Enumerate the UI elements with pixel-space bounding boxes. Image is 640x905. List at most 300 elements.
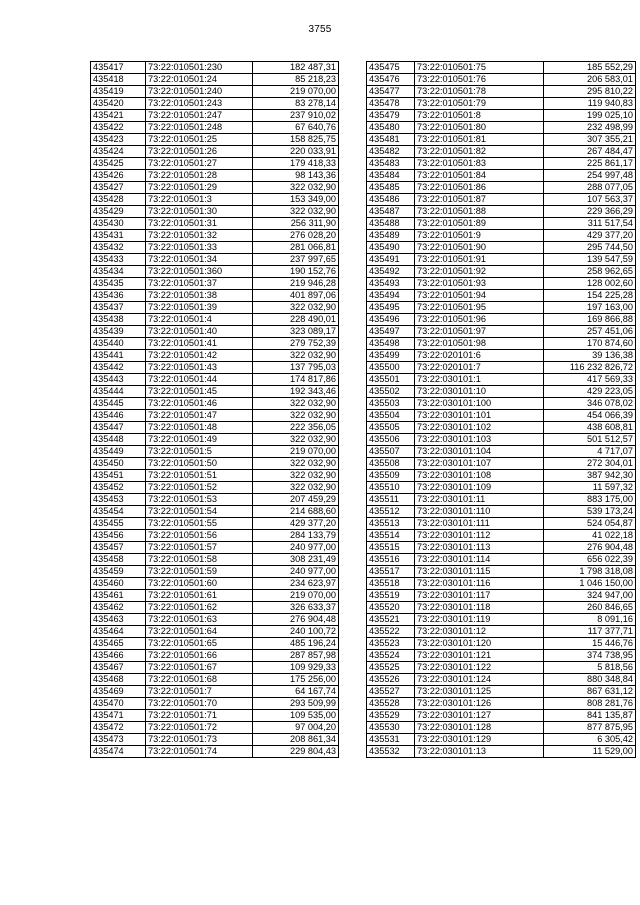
value-cell: 276 028,20 bbox=[253, 230, 339, 242]
value-cell: 295 810,22 bbox=[544, 86, 636, 98]
cadastral-number-cell: 73:22:030101:114 bbox=[415, 554, 544, 566]
value-cell: 67 640,76 bbox=[253, 122, 339, 134]
cadastral-number-cell: 73:22:010501:248 bbox=[146, 122, 253, 134]
value-cell: 219 070,00 bbox=[253, 86, 339, 98]
table-row bbox=[367, 146, 636, 158]
row-id-cell: 435494 bbox=[367, 290, 415, 302]
table-row bbox=[91, 614, 339, 626]
table-row bbox=[367, 746, 636, 758]
value-cell: 322 032,90 bbox=[253, 182, 339, 194]
table-row bbox=[91, 506, 339, 518]
value-cell: 158 825,75 bbox=[253, 134, 339, 146]
table-row bbox=[91, 686, 339, 698]
cadastral-number-cell: 73:22:010501:59 bbox=[146, 566, 253, 578]
table-row bbox=[91, 638, 339, 650]
table-row bbox=[367, 350, 636, 362]
cadastral-number-cell: 73:22:010501:80 bbox=[415, 122, 544, 134]
cadastral-number-cell: 73:22:030101:107 bbox=[415, 458, 544, 470]
cadastral-number-cell: 73:22:010501:240 bbox=[146, 86, 253, 98]
value-cell: 179 418,33 bbox=[253, 158, 339, 170]
table-row bbox=[367, 638, 636, 650]
value-cell: 199 025,10 bbox=[544, 110, 636, 122]
row-id-cell: 435495 bbox=[367, 302, 415, 314]
row-id-cell: 435483 bbox=[367, 158, 415, 170]
value-cell: 524 054,87 bbox=[544, 518, 636, 530]
value-cell: 8 091,16 bbox=[544, 614, 636, 626]
row-id-cell: 435526 bbox=[367, 674, 415, 686]
row-id-cell: 435479 bbox=[367, 110, 415, 122]
row-id-cell: 435439 bbox=[91, 326, 146, 338]
cadastral-number-cell: 73:22:010501:27 bbox=[146, 158, 253, 170]
table-row bbox=[91, 554, 339, 566]
table-row bbox=[367, 566, 636, 578]
value-cell: 185 552,29 bbox=[544, 62, 636, 74]
table-row bbox=[367, 194, 636, 206]
value-cell: 276 904,48 bbox=[253, 614, 339, 626]
table-row bbox=[367, 662, 636, 674]
table-row bbox=[367, 494, 636, 506]
table-row bbox=[367, 374, 636, 386]
row-id-cell: 435523 bbox=[367, 638, 415, 650]
table-row bbox=[91, 338, 339, 350]
cadastral-number-cell: 73:22:030101:121 bbox=[415, 650, 544, 662]
table-row bbox=[91, 290, 339, 302]
cadastral-number-cell: 73:22:010501:52 bbox=[146, 482, 253, 494]
table-row bbox=[367, 518, 636, 530]
row-id-cell: 435429 bbox=[91, 206, 146, 218]
row-id-cell: 435480 bbox=[367, 122, 415, 134]
table-row bbox=[367, 602, 636, 614]
value-cell: 119 940,83 bbox=[544, 98, 636, 110]
row-id-cell: 435467 bbox=[91, 662, 146, 674]
cadastral-number-cell: 73:22:030101:12 bbox=[415, 626, 544, 638]
table-row bbox=[367, 86, 636, 98]
cadastral-number-cell: 73:22:010501:87 bbox=[415, 194, 544, 206]
row-id-cell: 435492 bbox=[367, 266, 415, 278]
table-row bbox=[367, 314, 636, 326]
cadastral-number-cell: 73:22:010501:88 bbox=[415, 206, 544, 218]
value-cell: 279 752,39 bbox=[253, 338, 339, 350]
cadastral-number-cell: 73:22:030101:10 bbox=[415, 386, 544, 398]
table-row bbox=[91, 422, 339, 434]
value-cell: 307 355,21 bbox=[544, 134, 636, 146]
cadastral-number-cell: 73:22:030101:13 bbox=[415, 746, 544, 758]
value-cell: 311 517,54 bbox=[544, 218, 636, 230]
row-id-cell: 435490 bbox=[367, 242, 415, 254]
row-id-cell: 435430 bbox=[91, 218, 146, 230]
table-row bbox=[367, 458, 636, 470]
value-cell: 220 033,91 bbox=[253, 146, 339, 158]
row-id-cell: 435506 bbox=[367, 434, 415, 446]
value-cell: 288 077,05 bbox=[544, 182, 636, 194]
value-cell: 240 977,00 bbox=[253, 566, 339, 578]
row-id-cell: 435437 bbox=[91, 302, 146, 314]
cadastral-number-cell: 73:22:010501:50 bbox=[146, 458, 253, 470]
row-id-cell: 435427 bbox=[91, 182, 146, 194]
row-id-cell: 435493 bbox=[367, 278, 415, 290]
cadastral-number-cell: 73:22:010501:46 bbox=[146, 398, 253, 410]
row-id-cell: 435461 bbox=[91, 590, 146, 602]
value-cell: 260 846,65 bbox=[544, 602, 636, 614]
table-row bbox=[91, 194, 339, 206]
table-row bbox=[367, 170, 636, 182]
value-cell: 322 032,90 bbox=[253, 434, 339, 446]
row-id-cell: 435522 bbox=[367, 626, 415, 638]
value-cell: 287 857,98 bbox=[253, 650, 339, 662]
row-id-cell: 435447 bbox=[91, 422, 146, 434]
table-row bbox=[367, 254, 636, 266]
row-id-cell: 435468 bbox=[91, 674, 146, 686]
cadastral-number-cell: 73:22:010501:39 bbox=[146, 302, 253, 314]
value-cell: 883 175,00 bbox=[544, 494, 636, 506]
value-cell: 656 022,39 bbox=[544, 554, 636, 566]
row-id-cell: 435521 bbox=[367, 614, 415, 626]
table-row bbox=[91, 722, 339, 734]
row-id-cell: 435469 bbox=[91, 686, 146, 698]
cadastral-number-cell: 73:22:030101:100 bbox=[415, 398, 544, 410]
cadastral-number-cell: 73:22:020101:6 bbox=[415, 350, 544, 362]
row-id-cell: 435500 bbox=[367, 362, 415, 374]
cadastral-number-cell: 73:22:010501:61 bbox=[146, 590, 253, 602]
cadastral-number-cell: 73:22:030101:117 bbox=[415, 590, 544, 602]
cadastral-number-cell: 73:22:030101:101 bbox=[415, 410, 544, 422]
table-row bbox=[91, 374, 339, 386]
table-row bbox=[91, 578, 339, 590]
cadastral-number-cell: 73:22:010501:76 bbox=[415, 74, 544, 86]
value-cell: 219 070,00 bbox=[253, 446, 339, 458]
cadastral-number-cell: 73:22:010501:42 bbox=[146, 350, 253, 362]
value-cell: 116 232 826,72 bbox=[544, 362, 636, 374]
row-id-cell: 435464 bbox=[91, 626, 146, 638]
table-row bbox=[367, 674, 636, 686]
cadastral-number-cell: 73:22:010501:26 bbox=[146, 146, 253, 158]
value-cell: 880 348,84 bbox=[544, 674, 636, 686]
cadastral-number-cell: 73:22:010501:48 bbox=[146, 422, 253, 434]
row-id-cell: 435484 bbox=[367, 170, 415, 182]
cadastral-number-cell: 73:22:010501:49 bbox=[146, 434, 253, 446]
row-id-cell: 435434 bbox=[91, 266, 146, 278]
row-id-cell: 435478 bbox=[367, 98, 415, 110]
cadastral-number-cell: 73:22:030101:129 bbox=[415, 734, 544, 746]
table-row bbox=[91, 278, 339, 290]
value-cell: 229 804,43 bbox=[253, 746, 339, 758]
cadastral-number-cell: 73:22:010501:8 bbox=[415, 110, 544, 122]
row-id-cell: 435457 bbox=[91, 542, 146, 554]
cadastral-number-cell: 73:22:010501:97 bbox=[415, 326, 544, 338]
cadastral-number-cell: 73:22:030101:128 bbox=[415, 722, 544, 734]
value-cell: 219 946,28 bbox=[253, 278, 339, 290]
value-cell: 206 583,01 bbox=[544, 74, 636, 86]
row-id-cell: 435487 bbox=[367, 206, 415, 218]
table-row bbox=[367, 422, 636, 434]
row-id-cell: 435466 bbox=[91, 650, 146, 662]
row-id-cell: 435436 bbox=[91, 290, 146, 302]
row-id-cell: 435496 bbox=[367, 314, 415, 326]
table-row bbox=[91, 362, 339, 374]
row-id-cell: 435459 bbox=[91, 566, 146, 578]
row-id-cell: 435531 bbox=[367, 734, 415, 746]
row-id-cell: 435435 bbox=[91, 278, 146, 290]
table-row bbox=[91, 398, 339, 410]
cadastral-number-cell: 73:22:030101:120 bbox=[415, 638, 544, 650]
table-row bbox=[367, 122, 636, 134]
cadastral-number-cell: 73:22:010501:89 bbox=[415, 218, 544, 230]
row-id-cell: 435502 bbox=[367, 386, 415, 398]
cadastral-number-cell: 73:22:010501:44 bbox=[146, 374, 253, 386]
table-row bbox=[367, 338, 636, 350]
cadastral-number-cell: 73:22:010501:93 bbox=[415, 278, 544, 290]
row-id-cell: 435503 bbox=[367, 398, 415, 410]
value-cell: 15 446,76 bbox=[544, 638, 636, 650]
value-cell: 83 278,14 bbox=[253, 98, 339, 110]
value-cell: 877 875,95 bbox=[544, 722, 636, 734]
table-row bbox=[367, 482, 636, 494]
table-row bbox=[91, 350, 339, 362]
row-id-cell: 435504 bbox=[367, 410, 415, 422]
value-cell: 85 218,23 bbox=[253, 74, 339, 86]
row-id-cell: 435481 bbox=[367, 134, 415, 146]
cadastral-number-cell: 73:22:010501:7 bbox=[146, 686, 253, 698]
cadastral-number-cell: 73:22:010501:51 bbox=[146, 470, 253, 482]
value-cell: 322 032,90 bbox=[253, 350, 339, 362]
value-cell: 417 569,33 bbox=[544, 374, 636, 386]
page-number: 3755 bbox=[308, 24, 332, 35]
row-id-cell: 435424 bbox=[91, 146, 146, 158]
value-cell: 346 078,02 bbox=[544, 398, 636, 410]
row-id-cell: 435423 bbox=[91, 134, 146, 146]
row-id-cell: 435443 bbox=[91, 374, 146, 386]
value-cell: 322 032,90 bbox=[253, 206, 339, 218]
cadastral-number-cell: 73:22:010501:25 bbox=[146, 134, 253, 146]
cadastral-number-cell: 73:22:030101:125 bbox=[415, 686, 544, 698]
row-id-cell: 435517 bbox=[367, 566, 415, 578]
value-cell: 234 623,97 bbox=[253, 578, 339, 590]
cadastral-number-cell: 73:22:010501:96 bbox=[415, 314, 544, 326]
cadastral-number-cell: 73:22:010501:74 bbox=[146, 746, 253, 758]
cadastral-number-cell: 73:22:010501:55 bbox=[146, 518, 253, 530]
value-cell: 281 066,81 bbox=[253, 242, 339, 254]
cadastral-number-cell: 73:22:030101:110 bbox=[415, 506, 544, 518]
row-id-cell: 435450 bbox=[91, 458, 146, 470]
value-cell: 64 167,74 bbox=[253, 686, 339, 698]
cadastral-number-cell: 73:22:010501:54 bbox=[146, 506, 253, 518]
table-row bbox=[91, 182, 339, 194]
value-cell: 539 173,24 bbox=[544, 506, 636, 518]
row-id-cell: 435433 bbox=[91, 254, 146, 266]
row-id-cell: 435476 bbox=[367, 74, 415, 86]
value-cell: 237 997,65 bbox=[253, 254, 339, 266]
cadastral-number-cell: 73:22:010501:32 bbox=[146, 230, 253, 242]
cadastral-number-cell: 73:22:030101:102 bbox=[415, 422, 544, 434]
table-row bbox=[91, 518, 339, 530]
table-row bbox=[91, 230, 339, 242]
row-id-cell: 435426 bbox=[91, 170, 146, 182]
cadastral-number-cell: 73:22:010501:82 bbox=[415, 146, 544, 158]
table-row bbox=[91, 530, 339, 542]
cadastral-number-cell: 73:22:010501:53 bbox=[146, 494, 253, 506]
row-id-cell: 435425 bbox=[91, 158, 146, 170]
row-id-cell: 435460 bbox=[91, 578, 146, 590]
row-id-cell: 435520 bbox=[367, 602, 415, 614]
cadastral-number-cell: 73:22:030101:113 bbox=[415, 542, 544, 554]
cadastral-number-cell: 73:22:020101:7 bbox=[415, 362, 544, 374]
table-row bbox=[367, 434, 636, 446]
value-cell: 256 311,90 bbox=[253, 218, 339, 230]
cadastral-number-cell: 73:22:010501:68 bbox=[146, 674, 253, 686]
table-row bbox=[91, 482, 339, 494]
value-cell: 225 861,17 bbox=[544, 158, 636, 170]
row-id-cell: 435491 bbox=[367, 254, 415, 266]
value-cell: 222 356,05 bbox=[253, 422, 339, 434]
row-id-cell: 435438 bbox=[91, 314, 146, 326]
cadastral-number-cell: 73:22:010501:58 bbox=[146, 554, 253, 566]
row-id-cell: 435432 bbox=[91, 242, 146, 254]
row-id-cell: 435431 bbox=[91, 230, 146, 242]
cadastral-number-cell: 73:22:030101:108 bbox=[415, 470, 544, 482]
cadastral-number-cell: 73:22:030101:126 bbox=[415, 698, 544, 710]
cadastral-number-cell: 73:22:010501:38 bbox=[146, 290, 253, 302]
table-row bbox=[367, 362, 636, 374]
cadastral-number-cell: 73:22:010501:71 bbox=[146, 710, 253, 722]
table-row bbox=[367, 326, 636, 338]
value-cell: 11 529,00 bbox=[544, 746, 636, 758]
table-row bbox=[367, 470, 636, 482]
row-id-cell: 435417 bbox=[91, 62, 146, 74]
cadastral-number-cell: 73:22:010501:29 bbox=[146, 182, 253, 194]
row-id-cell: 435514 bbox=[367, 530, 415, 542]
value-cell: 6 305,42 bbox=[544, 734, 636, 746]
table-row bbox=[91, 242, 339, 254]
table-row bbox=[367, 110, 636, 122]
value-cell: 169 866,88 bbox=[544, 314, 636, 326]
table-row bbox=[367, 74, 636, 86]
cadastral-number-cell: 73:22:010501:90 bbox=[415, 242, 544, 254]
table-row bbox=[367, 530, 636, 542]
value-cell: 293 509,99 bbox=[253, 698, 339, 710]
cadastral-number-cell: 73:22:010501:63 bbox=[146, 614, 253, 626]
value-cell: 429 223,05 bbox=[544, 386, 636, 398]
row-id-cell: 435446 bbox=[91, 410, 146, 422]
cadastral-number-cell: 73:22:010501:243 bbox=[146, 98, 253, 110]
row-id-cell: 435501 bbox=[367, 374, 415, 386]
row-id-cell: 435441 bbox=[91, 350, 146, 362]
cadastral-number-cell: 73:22:010501:64 bbox=[146, 626, 253, 638]
cadastral-number-cell: 73:22:010501:79 bbox=[415, 98, 544, 110]
table-row bbox=[91, 458, 339, 470]
cadastral-number-cell: 73:22:010501:92 bbox=[415, 266, 544, 278]
value-cell: 109 929,33 bbox=[253, 662, 339, 674]
cadastral-number-cell: 73:22:030101:104 bbox=[415, 446, 544, 458]
value-cell: 258 962,65 bbox=[544, 266, 636, 278]
cadastral-number-cell: 73:22:010501:40 bbox=[146, 326, 253, 338]
cadastral-number-cell: 73:22:010501:57 bbox=[146, 542, 253, 554]
row-id-cell: 435511 bbox=[367, 494, 415, 506]
row-id-cell: 435532 bbox=[367, 746, 415, 758]
row-id-cell: 435488 bbox=[367, 218, 415, 230]
row-id-cell: 435463 bbox=[91, 614, 146, 626]
table-row bbox=[367, 506, 636, 518]
row-id-cell: 435470 bbox=[91, 698, 146, 710]
row-id-cell: 435455 bbox=[91, 518, 146, 530]
row-id-cell: 435474 bbox=[91, 746, 146, 758]
value-cell: 308 231,49 bbox=[253, 554, 339, 566]
row-id-cell: 435498 bbox=[367, 338, 415, 350]
cadastral-number-cell: 73:22:010501:62 bbox=[146, 602, 253, 614]
row-id-cell: 435518 bbox=[367, 578, 415, 590]
table-row bbox=[367, 218, 636, 230]
row-id-cell: 435529 bbox=[367, 710, 415, 722]
table-row bbox=[367, 278, 636, 290]
table-row bbox=[91, 494, 339, 506]
table-row bbox=[367, 242, 636, 254]
table-row bbox=[367, 158, 636, 170]
table-row bbox=[91, 74, 339, 86]
value-cell: 1 046 150,00 bbox=[544, 578, 636, 590]
table-row bbox=[367, 446, 636, 458]
row-id-cell: 435421 bbox=[91, 110, 146, 122]
table-row bbox=[367, 398, 636, 410]
cadastral-number-cell: 73:22:010501:3 bbox=[146, 194, 253, 206]
table-row bbox=[91, 206, 339, 218]
cadastral-number-cell: 73:22:030101:124 bbox=[415, 674, 544, 686]
cadastral-number-cell: 73:22:010501:45 bbox=[146, 386, 253, 398]
table-row bbox=[367, 626, 636, 638]
table-row bbox=[367, 698, 636, 710]
table-row bbox=[367, 590, 636, 602]
table-row bbox=[91, 62, 339, 74]
value-cell: 326 633,37 bbox=[253, 602, 339, 614]
row-id-cell: 435475 bbox=[367, 62, 415, 74]
table-row bbox=[91, 266, 339, 278]
table-row bbox=[91, 410, 339, 422]
value-cell: 137 795,03 bbox=[253, 362, 339, 374]
row-id-cell: 435473 bbox=[91, 734, 146, 746]
value-cell: 182 487,31 bbox=[253, 62, 339, 74]
cadastral-number-cell: 73:22:030101:122 bbox=[415, 662, 544, 674]
value-cell: 154 225,28 bbox=[544, 290, 636, 302]
value-cell: 322 032,90 bbox=[253, 458, 339, 470]
value-cell: 117 377,71 bbox=[544, 626, 636, 638]
row-id-cell: 435508 bbox=[367, 458, 415, 470]
value-cell: 295 744,50 bbox=[544, 242, 636, 254]
row-id-cell: 435497 bbox=[367, 326, 415, 338]
cadastral-number-cell: 73:22:010501:84 bbox=[415, 170, 544, 182]
registry-table-right bbox=[366, 61, 636, 758]
value-cell: 257 451,06 bbox=[544, 326, 636, 338]
table-row bbox=[91, 146, 339, 158]
table-row bbox=[367, 722, 636, 734]
value-cell: 128 002,60 bbox=[544, 278, 636, 290]
value-cell: 237 910,02 bbox=[253, 110, 339, 122]
value-cell: 254 997,48 bbox=[544, 170, 636, 182]
value-cell: 454 066,39 bbox=[544, 410, 636, 422]
row-id-cell: 435452 bbox=[91, 482, 146, 494]
value-cell: 867 631,12 bbox=[544, 686, 636, 698]
table-row bbox=[367, 686, 636, 698]
row-id-cell: 435449 bbox=[91, 446, 146, 458]
table-row bbox=[367, 710, 636, 722]
table-row bbox=[367, 734, 636, 746]
cadastral-number-cell: 73:22:010501:9 bbox=[415, 230, 544, 242]
table-row bbox=[367, 290, 636, 302]
table-row bbox=[367, 98, 636, 110]
table-row bbox=[91, 386, 339, 398]
table-row bbox=[91, 746, 339, 758]
row-id-cell: 435516 bbox=[367, 554, 415, 566]
cadastral-number-cell: 73:22:010501:91 bbox=[415, 254, 544, 266]
value-cell: 438 608,81 bbox=[544, 422, 636, 434]
value-cell: 501 512,57 bbox=[544, 434, 636, 446]
